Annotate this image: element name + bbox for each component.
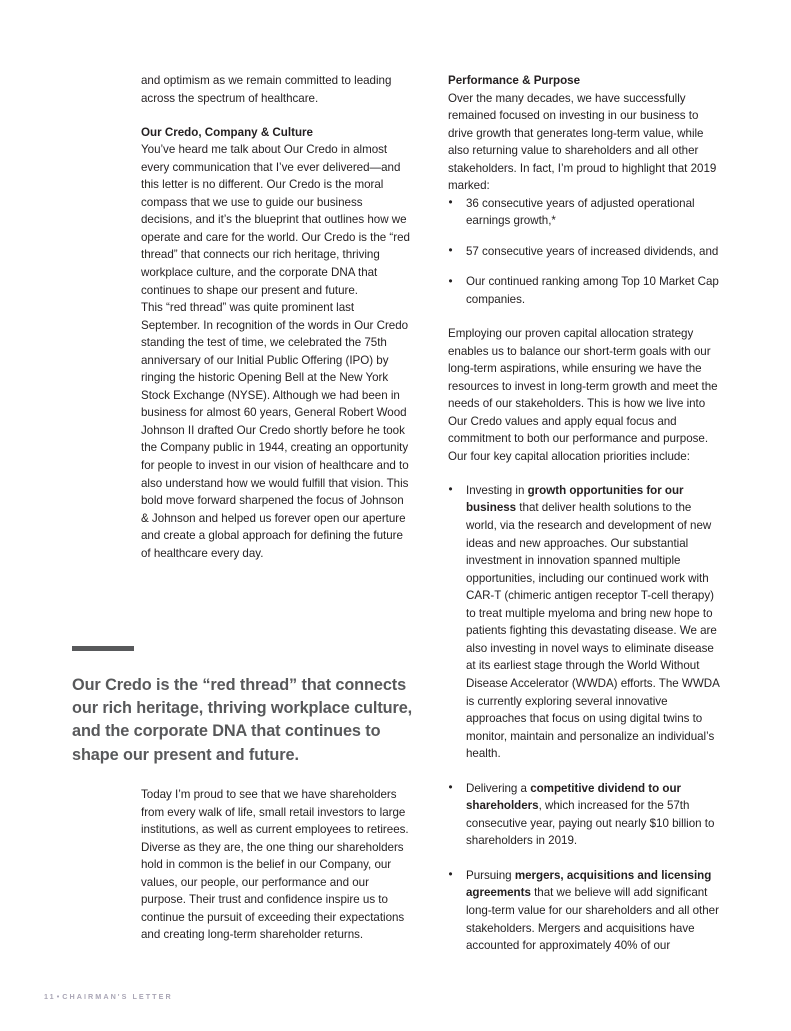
paragraph-shareholders: Today I’m proud to see that we have shareholders from every walk of life, small retail investors to large institutions, as well as current employees to retirees. Diverse as they are, the one thing our shareholders hold in common is the belief in our Company, our values, our people, our performance and our purpose. Their trust and confidence inspire us to continue the pursuit of exceeding their expectations and creating long-term shareholder returns. <box>141 788 409 942</box>
pullquote-text: Our Credo is the “red thread” that connects our rich heritage, thriving workplace culture, and the corporate DNA that continues to shape our present and future. <box>72 676 413 764</box>
footer-separator: • <box>56 992 62 1001</box>
list-item <box>448 867 720 955</box>
page-footer <box>44 991 173 1003</box>
list-item <box>448 780 720 850</box>
list-item-emphasis: mergers, acquisitions and licensing agreements <box>466 868 712 900</box>
list-item-lead-in: Delivering a <box>466 781 531 795</box>
section-performance-purpose <box>448 72 720 195</box>
priorities-list <box>448 482 720 955</box>
list-item-emphasis: growth opportunities for our business <box>466 483 684 515</box>
list-item-emphasis: competitive dividend to our shareholders <box>466 781 682 813</box>
pullquote <box>72 646 417 767</box>
list-item: • Our continued ranking among Top 10 Market Cap companies. <box>448 273 720 308</box>
paragraph-performance-intro: Over the many decades, we have successfully remained focused on investing in our business to drive growth that generates long-term value, while also returning value to shareholders and all other stakeholders. In fact, I’m proud to highlight that 2019 marked: <box>448 91 717 193</box>
list-item-body: , which increased for the 57th consecutive year, paying out nearly $10 billion to shareholders in 2019. <box>466 799 715 848</box>
list-item-lead-in: Investing in <box>466 483 528 497</box>
heading-performance-purpose: Performance & Purpose <box>448 74 581 87</box>
list-item-lead-in: Pursuing <box>466 868 515 882</box>
milestones-list <box>448 195 720 309</box>
paragraph-our-credo: You’ve heard me talk about Our Credo in almost every communication that I’ve ever delivered—and this letter is no different. Our Credo is the moral compass that we use to guide our business decisions, and it’s the blueprint that outlines how we operate and care for the world. Our Credo is the “red thread” that connects our rich heritage, thriving workplace culture, and the corporate DNA that continues to shape our present and future. <box>141 143 410 297</box>
list-item-body: that we believe will add significant long-term value for our shareholders and all other stakeholders. Mergers and acquisitions have accounted for approximately 40% of our <box>466 886 719 953</box>
right-column <box>448 72 720 972</box>
heading-our-credo-company-culture: Our Credo, Company & Culture <box>141 125 313 139</box>
paragraph-capital-allocation: Employing our proven capital allocation strategy enables us to balance our short-term goals with our long-term aspirations, while ensuring we have the resources to invest in long-term growth and meet the needs of our stakeholders. This is how we live into Our Credo values and apply equal focus and commitment to both our performance and purpose. Our four key capital allocation priorities include: <box>448 327 718 463</box>
list-item-body: that deliver health solutions to the world, via the research and development of new ideas and new approaches. Our substantial investment in innovation spanned multiple opportunities, including our continued work with CAR-T (chimeric antigen receptor T-cell therapy) to treat multiple myeloma and bring new hope to patients fighting this devastating disease. We are also investing in novel ways to eliminate disease at its earliest stage through the World Without Disease Accelerator (WWDA) efforts. The WWDA is currently exploring several innovative approaches that focus on using digital twins to monitor, maintain and personalize an individual’s health. <box>466 501 720 761</box>
footer-section-label: CHAIRMAN'S LETTER <box>62 992 173 1001</box>
left-column-lower <box>141 786 413 944</box>
list-item: • 36 consecutive years of adjusted operational earnings growth,* <box>448 195 720 230</box>
left-column <box>141 72 413 562</box>
list-item: • 57 consecutive years of increased dividends, and <box>448 243 720 261</box>
footer-page-number: 11 <box>44 992 56 1001</box>
pullquote-rule <box>72 646 134 651</box>
list-item <box>448 482 720 763</box>
paragraph-red-thread: This “red thread” was quite prominent last September. In recognition of the words in Our Credo standing the test of time, we celebrated the 75th anniversary of our Initial Public Offering (IPO) by ringing the historic Opening Bell at the New York Stock Exchange (NYSE). Although we had been in business for almost 60 years, General Robert Wood Johnson II drafted Our Credo shortly before he took the Company public in 1944, creating an opportunity for people to invest in our vision of healthcare and to also understand how we would fulfill that vision. This bold move forward sharpened the focus of Johnson & Johnson and helped us forever open our aperture and create a global approach for defining the future of healthcare every day. <box>141 301 409 560</box>
paragraph-continued: and optimism as we remain committed to leading across the spectrum of healthcare. <box>141 74 392 105</box>
section-credo <box>141 124 413 299</box>
